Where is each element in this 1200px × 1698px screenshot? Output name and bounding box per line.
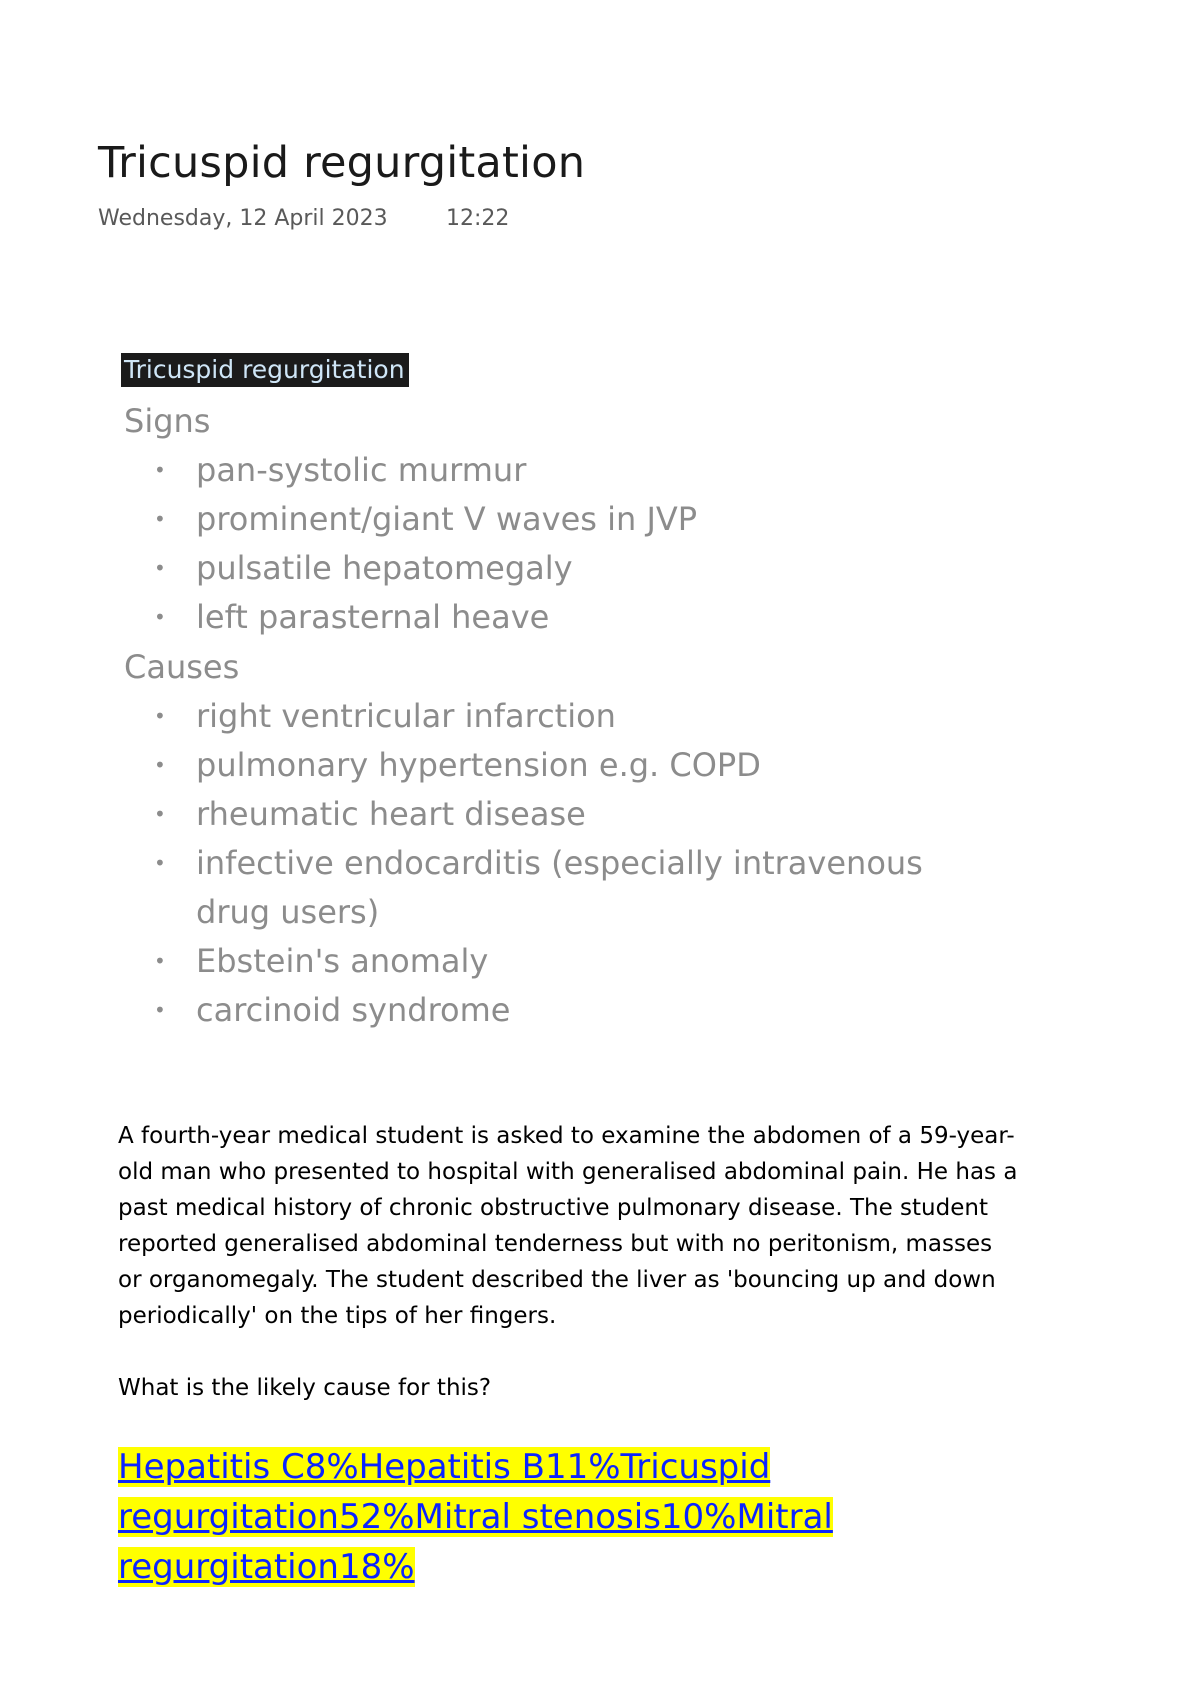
bullet-icon: • bbox=[154, 802, 166, 826]
bullet-icon: • bbox=[154, 949, 166, 973]
list-item: • left parasternal heave bbox=[124, 593, 1024, 642]
question-stem: A fourth-year medical student is asked to examine the abdomen of a 59-year-old man who presented to hospital with generalised abdominal pain. He has a past medical history of chronic obstructive pulmonary disease. The student reported generalised abdominal tenderness but with no peritonism, masses or organomegaly. The student described the liver as 'bouncing up and down periodically' on the tips of her fingers. bbox=[118, 1123, 1018, 1329]
section-heading: Tricuspid regurgitation bbox=[121, 353, 409, 387]
page-title: Tricuspid regurgitation bbox=[98, 138, 586, 188]
bullet-icon: • bbox=[154, 753, 166, 777]
question-block bbox=[118, 1118, 1018, 1406]
answers-link[interactable]: Hepatitis C8%Hepatitis B11%Tricuspid regurgitation52%Mitral stenosis10%Mitral regurgitation18% bbox=[118, 1447, 833, 1587]
list-item: • right ventricular infarction bbox=[124, 692, 1024, 741]
causes-heading: Causes bbox=[124, 648, 240, 686]
list-item: • Ebstein's anomaly bbox=[124, 937, 1024, 986]
bullet-icon: • bbox=[154, 458, 166, 482]
causes-list bbox=[124, 692, 1024, 1035]
notes-block bbox=[124, 396, 1024, 1035]
bullet-icon: • bbox=[154, 556, 166, 580]
bullet-icon: • bbox=[154, 704, 166, 728]
list-item: • pulmonary hypertension e.g. COPD bbox=[124, 741, 1024, 790]
bullet-icon: • bbox=[154, 851, 166, 875]
list-item: • pan-systolic murmur bbox=[124, 446, 1024, 495]
list-item: • prominent/giant V waves in JVP bbox=[124, 495, 1024, 544]
signs-list bbox=[124, 446, 1024, 642]
question-prompt: What is the likely cause for this? bbox=[118, 1375, 492, 1401]
answers-block bbox=[118, 1442, 898, 1587]
bullet-icon: • bbox=[154, 605, 166, 629]
list-item: • carcinoid syndrome bbox=[124, 986, 1024, 1035]
bullet-icon: • bbox=[154, 998, 166, 1022]
signs-heading: Signs bbox=[124, 402, 211, 440]
bullet-icon: • bbox=[154, 507, 166, 531]
page-date: Wednesday, 12 April 2023 bbox=[98, 206, 388, 231]
list-item: • rheumatic heart disease bbox=[124, 790, 1024, 839]
list-item: • infective endocarditis (especially intravenous drug users) bbox=[124, 839, 1024, 937]
list-item: • pulsatile hepatomegaly bbox=[124, 544, 1024, 593]
page-meta bbox=[98, 206, 510, 231]
page-time: 12:22 bbox=[446, 206, 510, 231]
